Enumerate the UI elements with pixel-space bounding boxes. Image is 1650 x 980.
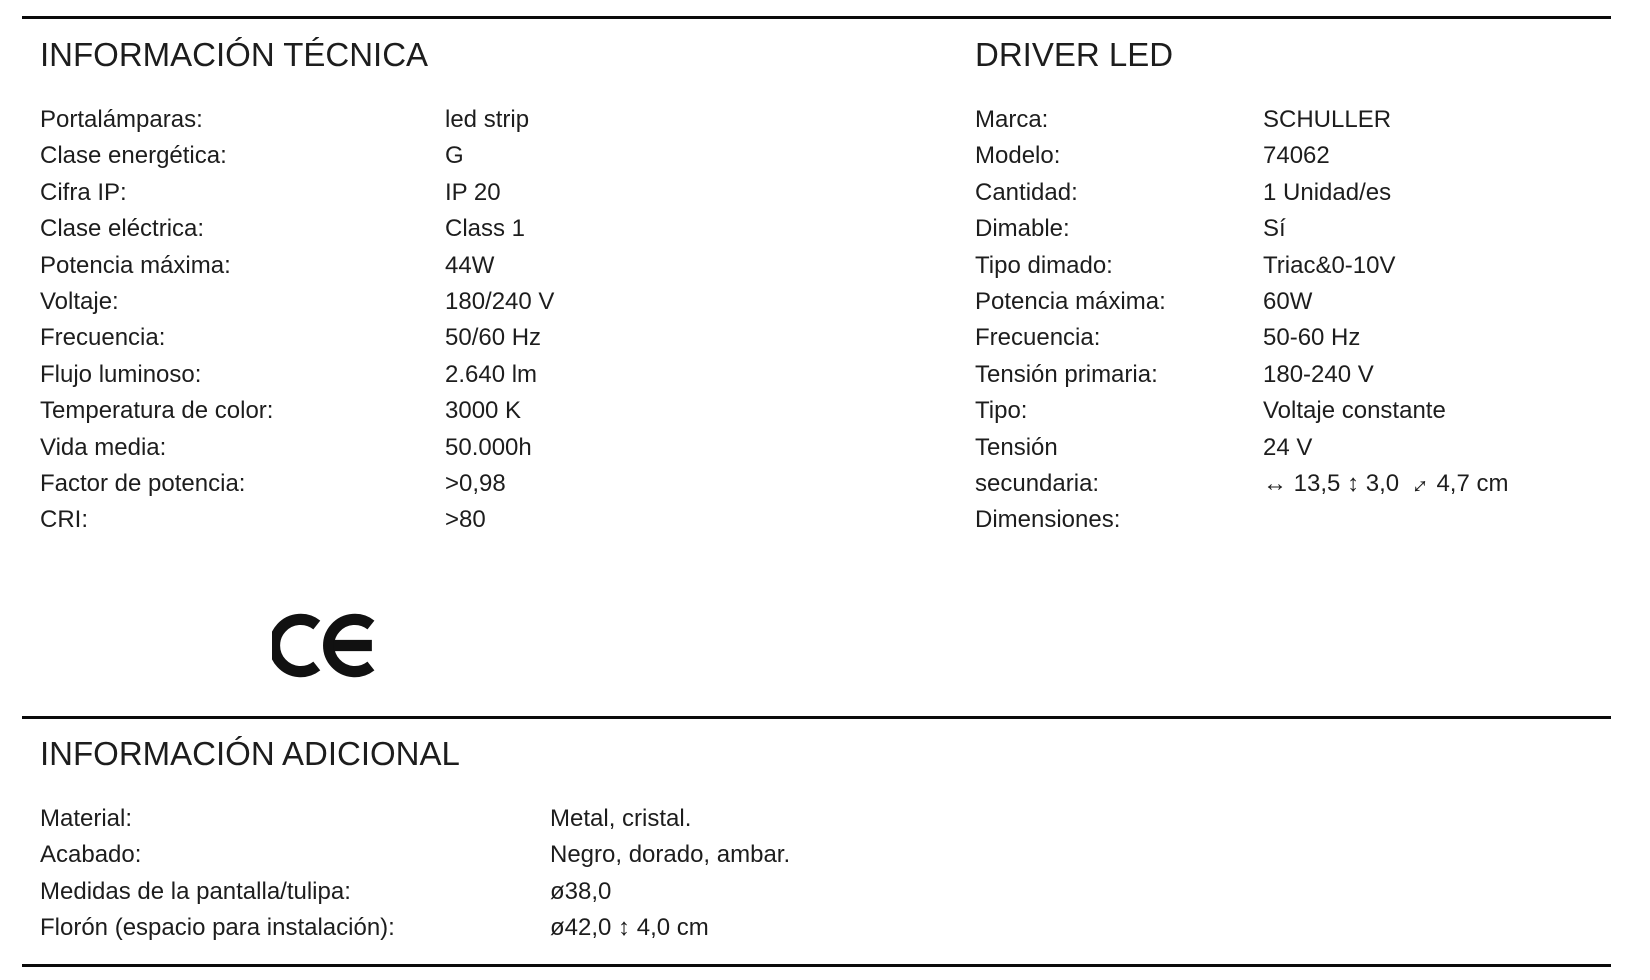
spec-row-canopy-dimensions — [40, 910, 1600, 946]
additional-info-title: INFORMACIÓN ADICIONAL — [40, 735, 460, 772]
spec-row — [975, 138, 1615, 174]
spec-label: Vida media: — [40, 433, 167, 461]
dimension-height: 3,0 — [1365, 470, 1400, 498]
section-additional-info — [40, 734, 1600, 947]
spec-row — [40, 248, 920, 284]
spec-row — [975, 248, 1615, 284]
spec-row — [40, 837, 1600, 873]
canopy-unit: cm — [676, 914, 709, 942]
spec-row — [40, 175, 920, 211]
spec-label: Temperatura de color: — [40, 397, 274, 425]
technical-info-title: INFORMACIÓN TÉCNICA — [40, 36, 429, 73]
canopy-diameter: ø42,0 — [550, 914, 612, 942]
spec-label: Dimensiones: — [975, 506, 1121, 534]
spec-label: Cifra IP: — [40, 178, 127, 206]
spec-value: Sí — [1263, 215, 1286, 243]
spec-value: G — [445, 142, 464, 170]
spec-label: Tensión primaria: — [975, 360, 1158, 388]
spec-row — [975, 175, 1615, 211]
spec-row-secondary-dimensions — [975, 466, 1615, 502]
canopy-height: 4,0 — [636, 914, 671, 942]
spec-label: secundaria: — [975, 470, 1100, 498]
spec-row — [975, 211, 1615, 247]
spec-value: 50/60 Hz — [445, 324, 542, 352]
spec-label: Clase energética: — [40, 142, 227, 170]
spec-row — [40, 284, 920, 320]
spec-value: led strip — [445, 106, 530, 133]
spec-value: 1 Unidad/es — [1263, 178, 1392, 206]
ce-mark-logo — [272, 604, 384, 687]
spec-row — [40, 320, 920, 356]
spec-row — [40, 874, 1600, 910]
spec-row — [975, 502, 1615, 538]
spec-row — [40, 502, 920, 538]
spec-row — [40, 357, 920, 393]
ce-mark-icon — [272, 604, 384, 687]
spec-row — [975, 393, 1615, 429]
spec-row — [40, 102, 920, 138]
spec-value: Triac&0-10V — [1263, 251, 1396, 279]
spec-row — [975, 430, 1615, 466]
middle-divider — [22, 716, 1611, 719]
height-arrow-icon: ↕ — [1347, 470, 1360, 498]
spec-label: Tipo dimado: — [975, 251, 1113, 279]
spec-value: 50.000h — [445, 433, 532, 461]
spec-row — [975, 102, 1615, 138]
spec-label: Potencia máxima: — [975, 288, 1166, 316]
driver-led-title: DRIVER LED — [975, 36, 1174, 73]
spec-label: Marca: — [975, 106, 1049, 133]
spec-value: 24 V — [1263, 433, 1313, 461]
spec-label: Potencia máxima: — [40, 251, 231, 279]
additional-info-table — [40, 801, 1600, 947]
spec-value: 180-240 V — [1263, 360, 1374, 388]
spec-label: Acabado: — [40, 841, 142, 869]
height-arrow-icon: ↕ — [618, 914, 631, 942]
spec-row — [40, 430, 920, 466]
spec-row — [40, 138, 920, 174]
canopy-dimensions-value — [550, 910, 1600, 946]
spec-row — [40, 801, 1600, 837]
driver-led-table — [975, 102, 1615, 539]
spec-value: Voltaje constante — [1263, 397, 1446, 425]
spec-label: Frecuencia: — [40, 324, 166, 352]
top-divider — [22, 16, 1611, 19]
spec-value: 50-60 Hz — [1263, 324, 1361, 352]
spec-value: >80 — [445, 506, 486, 534]
spec-row — [40, 393, 920, 429]
spec-value: 74062 — [1263, 142, 1330, 170]
spec-row — [975, 284, 1615, 320]
spec-value: ø38,0 — [550, 877, 612, 905]
spec-value: >0,98 — [445, 470, 506, 498]
technical-info-table — [40, 102, 920, 539]
spec-value: 3000 K — [445, 397, 522, 425]
spec-label: Tensión — [975, 433, 1058, 461]
bottom-divider — [22, 964, 1611, 967]
spec-label: Flujo luminoso: — [40, 360, 202, 388]
spec-label: Material: — [40, 805, 133, 832]
spec-value: SCHULLER — [1263, 106, 1392, 133]
section-technical-info — [40, 35, 920, 539]
spec-value: 180/240 V — [445, 288, 555, 316]
spec-label: Frecuencia: — [975, 324, 1101, 352]
spec-row — [40, 466, 920, 502]
spec-label: CRI: — [40, 506, 88, 534]
spec-label: Cantidad: — [975, 178, 1078, 206]
driver-dimensions-value — [1263, 466, 1615, 502]
spec-label: Medidas de la pantalla/tulipa: — [40, 877, 351, 905]
spec-value: 60W — [1263, 288, 1313, 316]
spec-label: Factor de potencia: — [40, 470, 246, 498]
spec-value: 44W — [445, 251, 495, 279]
section-driver-led — [975, 35, 1615, 539]
spec-row — [975, 357, 1615, 393]
spec-value: Metal, cristal. — [550, 805, 692, 832]
spec-value: 2.640 lm — [445, 360, 538, 388]
spec-value: Negro, dorado, ambar. — [550, 841, 791, 869]
width-arrow-icon: ↔ — [1263, 470, 1287, 498]
dimension-unit: cm — [1476, 470, 1509, 498]
spec-label: Portalámparas: — [40, 106, 203, 133]
spec-value: Class 1 — [445, 215, 526, 243]
spec-row — [40, 211, 920, 247]
diagonal-arrow-icon: ↔ — [1399, 465, 1436, 502]
spec-label: Voltaje: — [40, 288, 119, 316]
dimension-diagonal: 4,7 — [1436, 470, 1470, 498]
spec-label: Tipo: — [975, 397, 1028, 425]
spec-label: Florón (espacio para instalación): — [40, 914, 395, 942]
spec-label: Dimable: — [975, 215, 1070, 243]
spec-row — [975, 320, 1615, 356]
spec-label: Modelo: — [975, 142, 1061, 170]
spec-value: IP 20 — [445, 178, 501, 206]
spec-label: Clase eléctrica: — [40, 215, 205, 243]
spec-value — [1263, 502, 1615, 538]
dimension-width: 13,5 — [1293, 470, 1341, 498]
